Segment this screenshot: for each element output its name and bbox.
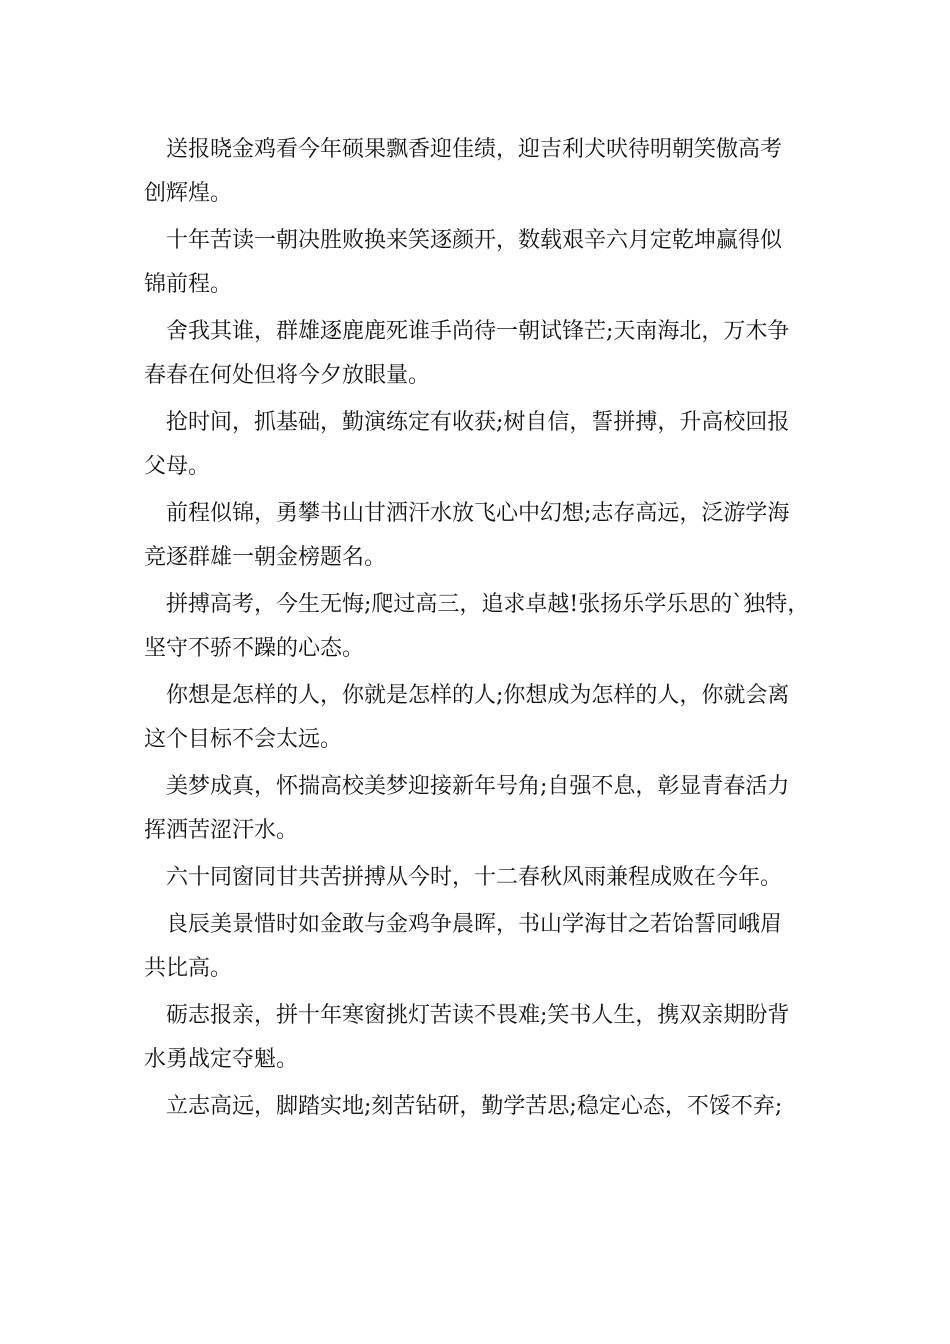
text-line: 父母。 — [144, 454, 211, 479]
text-line: 良辰美景惜时如金敢与金鸡争晨晖，书山学海甘之若饴誓同峨眉 — [166, 912, 783, 937]
paragraph — [144, 856, 814, 900]
text-line: 砺志报亲，拼十年寒窗挑灯苦读不畏难;笑书人生，携双亲期盼背 — [166, 1003, 790, 1028]
paragraph — [144, 310, 814, 398]
text-line: 你想是怎样的人，你就是怎样的人;你想成为怎样的人，你就会离 — [166, 683, 790, 708]
text-line: 挥洒苦涩汗水。 — [144, 818, 299, 843]
text-line: 这个目标不会太远。 — [144, 727, 343, 752]
paragraph — [144, 765, 814, 853]
paragraph — [144, 401, 814, 489]
text-line: 美梦成真，怀揣高校美梦迎接新年号角;自强不息，彰显青春活力 — [166, 774, 790, 799]
paragraph — [144, 1085, 814, 1129]
paragraph — [144, 583, 814, 671]
text-line: 抢时间，抓基础，勤演练定有收获;树自信，誓拼搏，升高校回报 — [166, 410, 790, 435]
text-line: 水勇战定夺魁。 — [144, 1047, 299, 1072]
text-line: 六十同窗同甘共苦拼搏从今时，十二春秋风雨兼程成败在今年。 — [166, 865, 783, 890]
text-line: 送报晓金鸡看今年硕果飘香迎佳绩，迎吉利犬吠待明朝笑傲高考 — [166, 137, 783, 162]
paragraph — [144, 128, 814, 216]
text-line: 春春在何处但将今夕放眼量。 — [144, 363, 431, 388]
text-line: 立志高远，脚踏实地;刻苦钻研，勤学苦思;稳定心态，不馁不弃; — [166, 1094, 783, 1119]
text-line: 共比高。 — [144, 956, 233, 981]
paragraph — [144, 994, 814, 1082]
paragraph — [144, 492, 814, 580]
paragraph — [144, 903, 814, 991]
paragraph — [144, 674, 814, 762]
text-line: 拼搏高考，今生无悔;爬过高三，追求卓越!张扬乐学乐思的`独特， — [166, 592, 810, 617]
text-line: 锦前程。 — [144, 272, 233, 297]
paragraph — [144, 219, 814, 307]
text-line: 坚守不骄不躁的心态。 — [144, 636, 365, 661]
text-line: 前程似锦，勇攀书山甘洒汗水放飞心中幻想;志存高远，泛游学海 — [166, 501, 790, 526]
document-body — [144, 128, 814, 1132]
text-line: 竞逐群雄一朝金榜题名。 — [144, 545, 387, 570]
text-line: 创辉煌。 — [144, 181, 233, 206]
text-line: 十年苦读一朝决胜败换来笑逐颜开，数载艰辛六月定乾坤赢得似 — [166, 228, 783, 253]
text-line: 舍我其谁，群雄逐鹿鹿死谁手尚待一朝试锋芒;天南海北，万木争 — [166, 319, 790, 344]
